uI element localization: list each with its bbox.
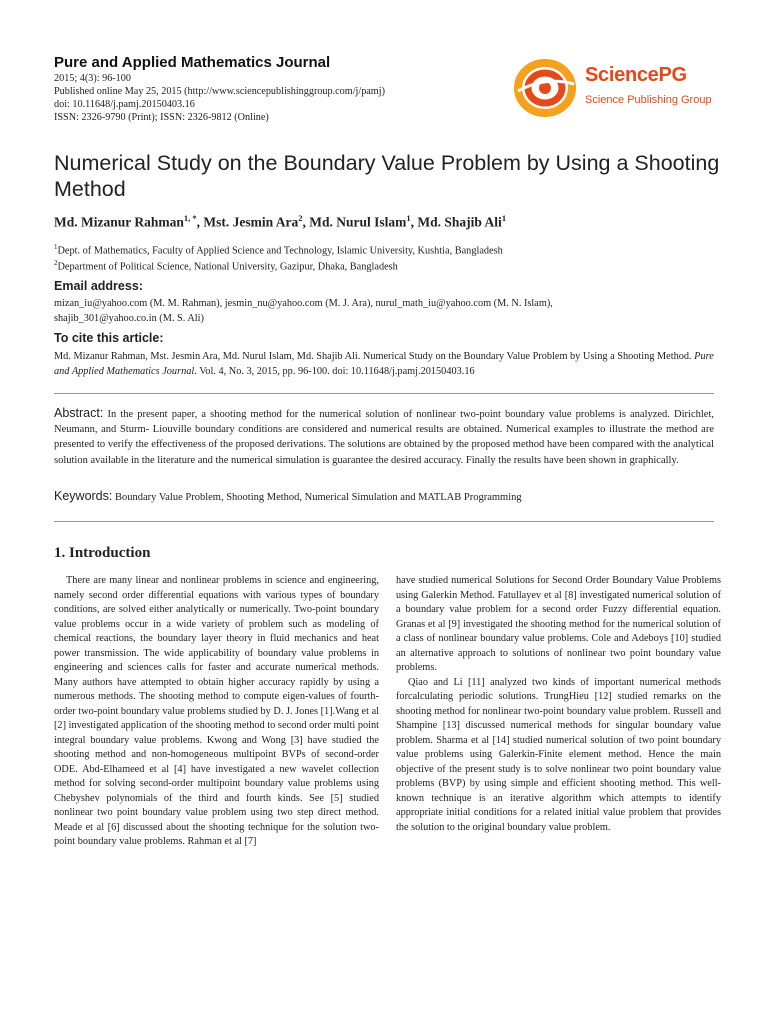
doi-line: doi: 10.11648/j.pamj.20150403.16 (54, 99, 195, 110)
affiliation-2 (54, 259, 398, 272)
email-heading: Email address: (54, 279, 143, 293)
citation-authors-title: Md. Mizanur Rahman, Mst. Jesmin Ara, Md. Nurul Islam, Md. Shajib Ali. Numerical Study on the Boundary Value Problem by Using a Shooting Method. (54, 351, 695, 362)
author-sup: 1 (501, 213, 507, 223)
intro-paragraph: have studied numerical Solutions for Second Order Boundary Value Problems using Galerkin Method. Fatullayev et al [8] investigated numerical solution of a boundary value problem for a second order Fuzzy differential equation. Granas et al [9] investigated the shooting method for the numerical solution of a class of nonlinear boundary value problems. Cole and Adeboys [10] studied an alternative approach to solutions of nonlinear two point boundary value problems. (396, 575, 721, 673)
logo-brand-text: SciencePG (585, 64, 687, 86)
author-name: Md. Mizanur Rahman (54, 214, 184, 230)
intro-column-left (54, 574, 379, 850)
author-name: Mst. Jesmin Ara (203, 214, 299, 230)
issn-line: ISSN: 2326-9790 (Print); ISSN: 2326-9812 (Online) (54, 112, 269, 123)
citation-details: . Vol. 4, No. 3, 2015, pp. 96-100. doi: 10.11648/j.pamj.20150403.16 (194, 366, 475, 377)
author-sup: 2 (298, 213, 303, 223)
logo-tagline: Science Publishing Group (585, 94, 712, 106)
published-line: Published online May 25, 2015 (http://www.sciencepublishinggroup.com/j/pamj) (54, 86, 385, 97)
author-name: Md. Nurul Islam (309, 214, 407, 230)
affiliation-text: Dept. of Mathematics, Faculty of Applied Science and Technology, Islamic University, Kushtia, Bangladesh (57, 245, 503, 257)
divider-bottom (54, 521, 714, 522)
author-list (54, 213, 506, 231)
intro-paragraph: Qiao and Li [11] analyzed two kinds of important numerical methods forcalculating periodic solutions. TrungHieu [12] studied remarks on the shooting method for nonlinear two-point boundary value problem. Russell and Shampine [13] discussed numerical methods for singular boundary value problem. Sharma et al [14] studied numerical solution of two point boundary value problems using Galerkin-Finite element method. Hence the main objective of the present study is to solve nonlinear two point boundary value problems (BVP) by using simple and efficient shooting method. This well-known technique is an iterative algorithm which attempts to identify appropriate initial conditions for a related initial value problem that provides the solution to the original boundary value problem. (396, 676, 721, 833)
sciencepg-emblem-icon (512, 58, 578, 118)
author-sup: 1, * (183, 213, 197, 223)
email-line: shajib_301@yahoo.co.in (M. S. Ali) (54, 313, 204, 324)
keywords (54, 489, 714, 503)
email-addresses (54, 296, 714, 326)
author-sup: 1 (406, 213, 411, 223)
intro-paragraph: There are many linear and nonlinear problems in science and engineering, namely second order differential equations with various types of boundary conditions, are solved either analytically or numerically. Two-point boundary value problems occur in a wide variety of problem such as modeling of chemical reactions, the boundary layer theory in fluid mechanics and heat power transmission. The wide applicability of boundary value problems in engineering and sciences calls for faster and accurate numerical methods. Many authors have attempted to obtain higher accuracy rapidly by using a numerous methods. The shooting method to compute eigen-values of fourth-order two-point boundary value problems studied by D. J. Jones [1].Wang et al [2] investigated application of the shooting method to second order multi point integral boundary value problems. Kwong and Wong [3] have studied the shooting method and non-homogeneous multipoint BVPs of second-order ODE. Abd-Elhameed et al [4] have investigated a new wavelet collection method for solving second-order multipoint boundary value problems using Chebyshev polynomials of the third and fourth kinds. See [5] studied nonlinear two point boundary value problem using two step direct method. Meade et al [6] discussed about the shooting technique for the solution two- point boundary value problems. Rahman et al [7] (54, 575, 379, 847)
keywords-label: Keywords: (54, 489, 113, 503)
cite-heading: To cite this article: (54, 331, 164, 345)
citation-text (54, 349, 714, 379)
affiliation-text: Department of Political Science, National University, Gazipur, Dhaka, Bangladesh (57, 261, 398, 273)
email-line: mizan_iu@yahoo.com (M. M. Rahman), jesmin_nu@yahoo.com (M. J. Ara), nurul_math_iu@yahoo.com (M. N. Islam), (54, 298, 553, 309)
author-sep: , (302, 214, 310, 230)
divider-top (54, 393, 714, 394)
journal-meta (54, 72, 385, 124)
abstract (54, 406, 714, 468)
abstract-label: Abstract: (54, 406, 104, 420)
citation-journal: Pure and Applied Mathematics Journal (54, 351, 714, 377)
journal-name: Pure and Applied Mathematics Journal (54, 54, 331, 71)
keywords-text: Boundary Value Problem, Shooting Method, Numerical Simulation and MATLAB Programming (114, 492, 522, 503)
publisher-logo (512, 58, 712, 118)
author-name: Md. Shajib Ali (417, 214, 502, 230)
affiliation-1 (54, 243, 503, 256)
article-title: Numerical Study on the Boundary Value Problem by Using a Shooting Method (54, 151, 720, 201)
intro-column-right (396, 574, 721, 835)
affiliation-sup: 2 (54, 259, 58, 267)
affiliation-sup: 1 (54, 243, 58, 251)
abstract-text: In the present paper, a shooting method for the numerical solution of nonlinear two-point boundary value problems is analyzed. Dirichlet, Neumann, and Sturm- Liouville boundary conditions are considered and numerical results are obtained. Numerical examples to illustrate the method are presented to verify the effectiveness of the proposed derivations. The solutions are obtained by the proposed method have been compared with the analytical solution available in the literature and the numerical simulation is guarantee the desired accuracy. Finally the results have been shown in graphically. (54, 409, 714, 466)
section-heading-introduction: 1. Introduction (54, 545, 151, 561)
author-sep: , (196, 214, 204, 230)
issue-line: 2015; 4(3): 96-100 (54, 73, 131, 84)
author-sep: , (410, 214, 418, 230)
